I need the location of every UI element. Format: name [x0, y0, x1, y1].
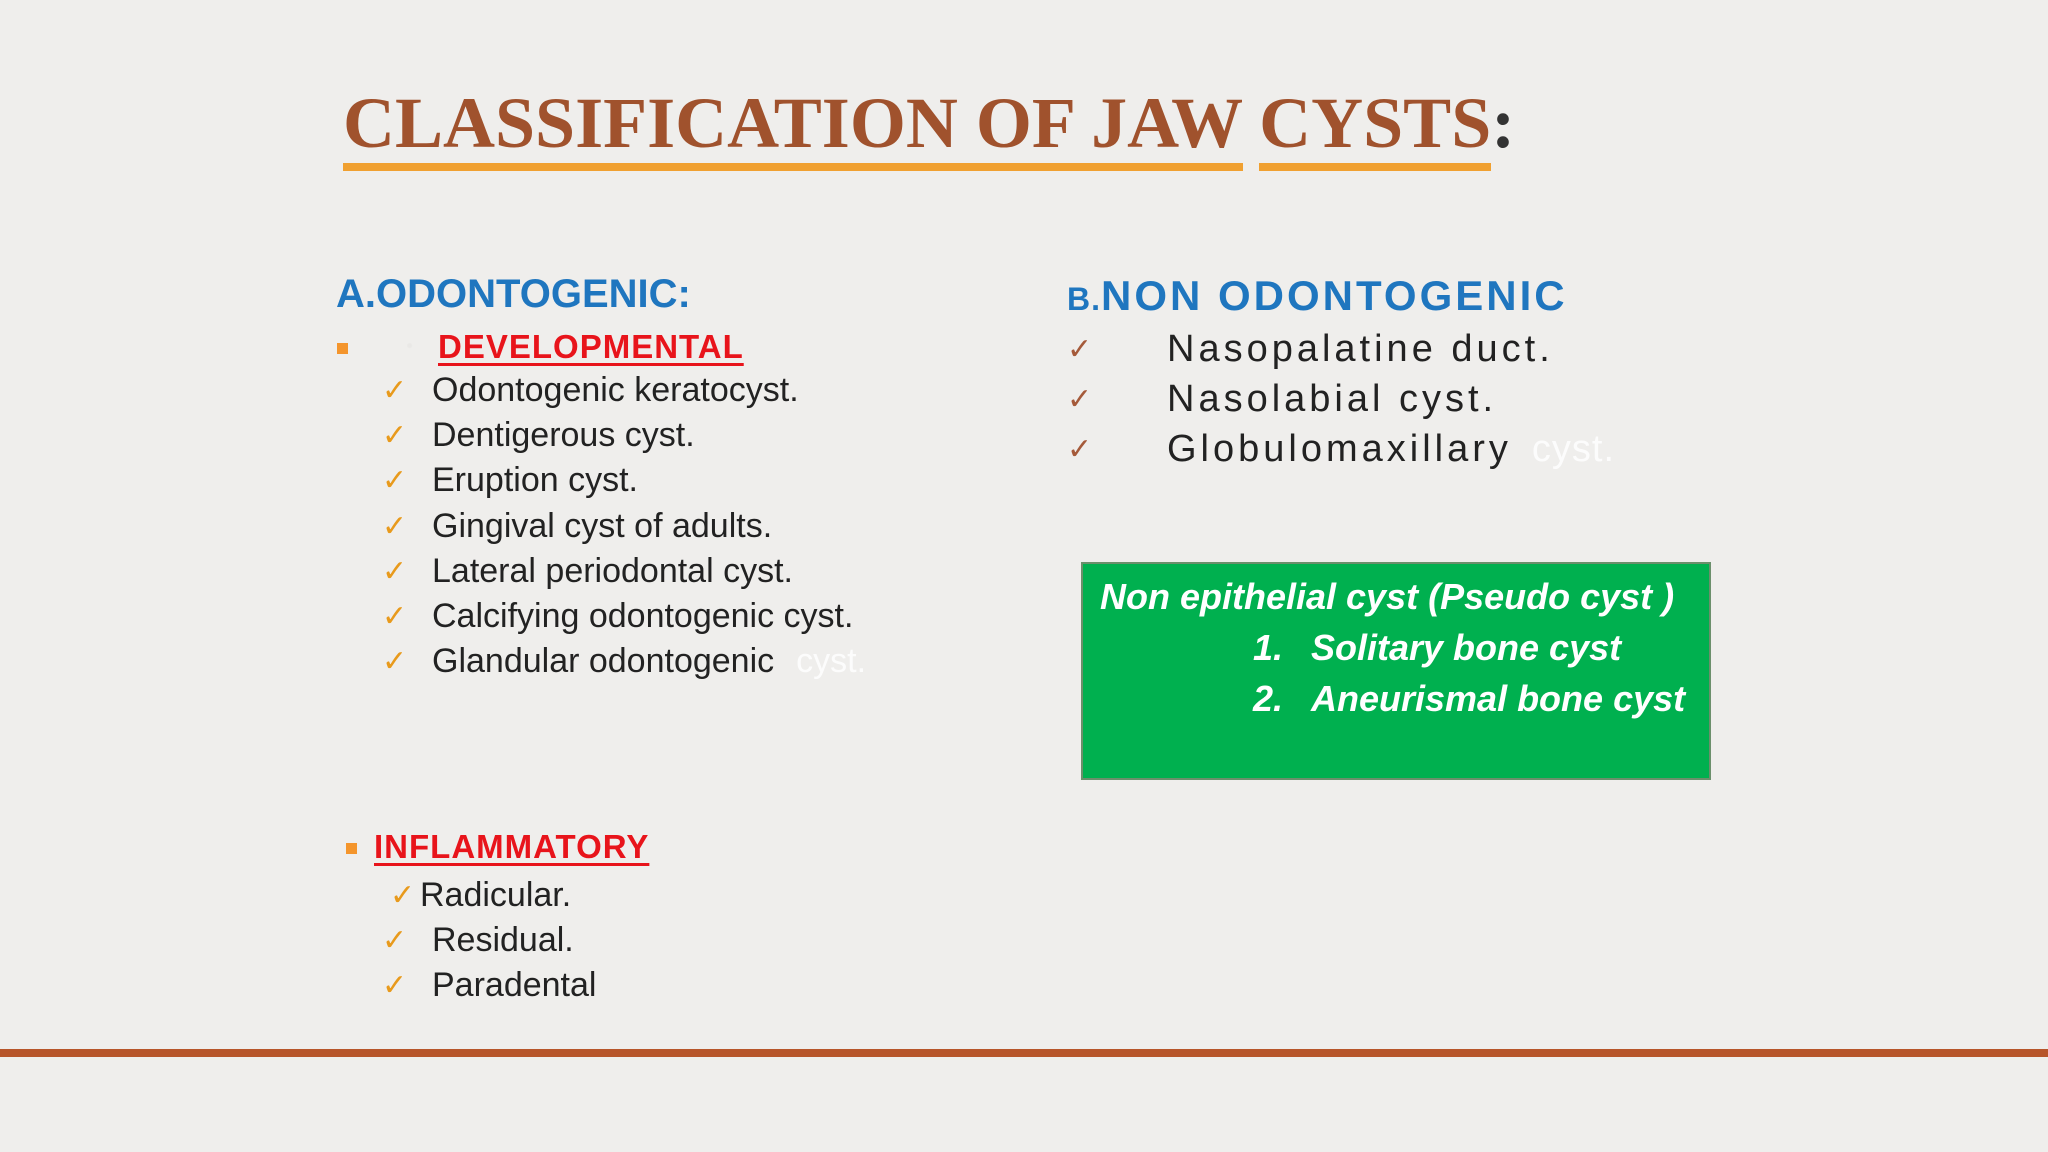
checkmark-icon: ✓: [1067, 333, 1097, 366]
checkmark-icon: ✓: [382, 555, 408, 588]
checkmark-icon: ✓: [382, 645, 408, 678]
checkmark-icon: ✓: [382, 600, 408, 633]
list-item: ✓ Dentigerous cyst.: [382, 416, 695, 454]
list-item: ✓ Eruption cyst.: [382, 461, 638, 499]
title-part-1: CLASSIFICATION OF JAW: [343, 83, 1243, 171]
list-item: ✓ Nasolabial cyst.: [1067, 378, 1498, 420]
inflammatory-label: INFLAMMATORY: [374, 828, 650, 865]
square-bullet-icon: [346, 843, 357, 854]
box-title: Non epithelial cyst (Pseudo cyst ): [1100, 576, 1675, 617]
box-list-item: 1. Solitary bone cyst: [1253, 627, 1622, 668]
checkmark-icon: ✓: [382, 374, 408, 407]
list-item: ✓ Odontogenic keratocyst.: [382, 371, 799, 409]
list-item: ✓ Radicular.: [390, 876, 572, 914]
list-item: ✓ Nasopalatine duct.: [1067, 328, 1554, 370]
checkmark-icon: ✓: [382, 419, 408, 452]
title-colon: :: [1491, 83, 1516, 163]
checkmark-icon: ✓: [1067, 433, 1097, 466]
section-b-heading: [1067, 272, 1568, 320]
checkmark-icon: ✓: [1067, 383, 1097, 416]
box-list-item: 2. Aneurismal bone cyst: [1253, 678, 1686, 719]
pseudo-cyst-box: [1081, 562, 1711, 780]
title-part-2: CYSTS: [1259, 83, 1491, 171]
list-item: ✓ Gingival cyst of adults.: [382, 507, 773, 545]
square-bullet-icon: [337, 343, 348, 354]
section-b-prefix: B.: [1067, 281, 1101, 317]
slide-title: [343, 82, 1515, 165]
checkmark-icon: ✓: [382, 510, 408, 543]
list-item: ✓ Globulomaxillary cyst.: [1067, 428, 1616, 470]
checkmark-icon: ✓: [382, 924, 408, 957]
list-item: ✓ Calcifying odontogenic cyst.: [382, 597, 854, 635]
checkmark-icon: ✓: [382, 464, 408, 497]
section-b-title: NON ODONTOGENIC: [1101, 272, 1568, 319]
checkmark-icon: ✓: [390, 879, 416, 912]
bottom-divider: [0, 1049, 2048, 1057]
faint-text: cyst.: [1531, 428, 1616, 470]
list-item: ✓ Residual.: [382, 921, 574, 959]
list-item: ✓ Paradental: [382, 966, 597, 1004]
developmental-label: DEVELOPMENTAL: [438, 328, 744, 365]
list-item: ✓ Lateral periodontal cyst.: [382, 552, 793, 590]
list-item: ✓ Glandular odontogenic cyst.: [382, 642, 867, 680]
section-a-heading: A.ODONTOGENIC:: [336, 272, 691, 316]
faint-text: cyst.: [796, 642, 867, 680]
checkmark-icon: ✓: [382, 969, 408, 1002]
